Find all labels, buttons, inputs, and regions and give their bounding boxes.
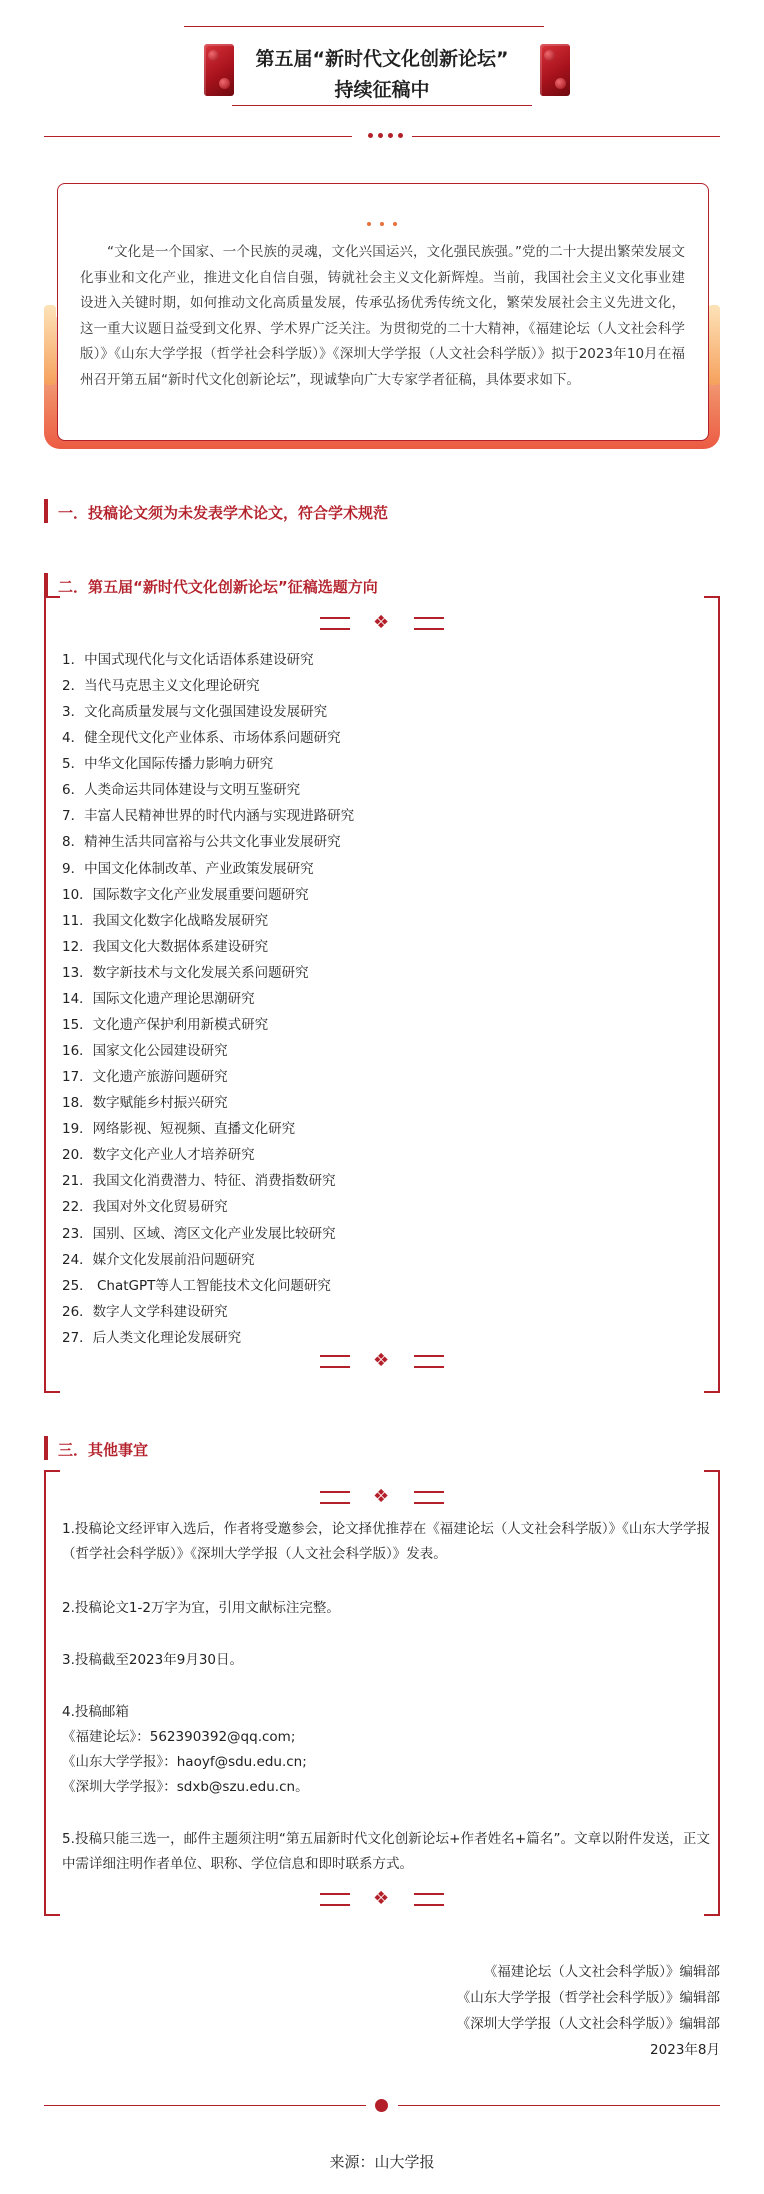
topic-item: 9．中国文化体制改革、产业政策发展研究 (62, 861, 314, 877)
intro-side-accent-right (708, 305, 720, 385)
ornament-icon: ❖ (373, 1486, 390, 1507)
topic-item: 17．文化遗产旅游问题研究 (62, 1069, 228, 1085)
section1-title: 一．投稿论文须为未发表学术论文，符合学术规范 (58, 504, 389, 522)
signature-date: 2023年8月 (650, 2042, 720, 2058)
section1-bar (44, 499, 48, 523)
section3-bar (44, 1436, 48, 1460)
intro-dots (367, 222, 397, 226)
topic-item: 14．国际文化遗产理论思潮研究 (62, 991, 255, 1007)
topic-item: 15．文化遗产保护利用新模式研究 (62, 1017, 269, 1033)
topic-item: 27．后人类文化理论发展研究 (62, 1330, 242, 1346)
intro-text: “文化是一个国家、一个民族的灵魂，文化兴国运兴，文化强民族强。”党的二十大提出繁荣发展文化事业和文化产业，推进文化自信自强，铸就社会主义文化新辉煌。当前，我国社会主义文化事业建设进入关键时期，如何推动文化高质量发展，传承弘扬优秀传统文化，繁荣发展社会主义先进文化，这一重大议题日益受到文化界、学术界广泛关注。为贯彻党的二十大精神，《福建论坛（人文社会科学版）》《山东大学学报（哲学社会科学版）》《深圳大学学报（人文社会科学版）》拟于2023年10月在福州召开第五届“新时代文化创新论坛”，现诚挚向广大专家学者征稿，具体要求如下。 (80, 244, 685, 388)
ornament-top (44, 1488, 720, 1508)
section3-title: 三．其他事宜 (58, 1441, 149, 1459)
topic-item: 5．中华文化国际传播力影响力研究 (62, 756, 274, 772)
divider-line-left (44, 136, 352, 137)
topic-item: 18．数字赋能乡村振兴研究 (62, 1095, 228, 1111)
misc-item-5: 5.投稿只能三选一，邮件主题须注明“第五届新时代文化创新论坛+作者姓名+篇名”。文章以附件发送，正文中需详细注明作者单位、职称、学位信息和即时联系方式。 (62, 1831, 710, 1872)
topic-item: 2．当代马克思主义文化理论研究 (62, 678, 260, 694)
bracket-left (44, 1470, 60, 1916)
topic-item: 19．网络影视、短视频、直播文化研究 (62, 1121, 296, 1137)
section2-bar (44, 573, 48, 597)
topic-item: 21．我国文化消费潜力、特征、消费指数研究 (62, 1173, 336, 1189)
ornament-top (44, 614, 720, 634)
header-bottom-line (232, 105, 532, 106)
topic-item: 3．文化高质量发展与文化强国建设发展研究 (62, 704, 328, 720)
topic-item: 16．国家文化公园建设研究 (62, 1043, 228, 1059)
bracket-left (44, 596, 60, 1393)
topic-item: 6．人类命运共同体建设与文明互鉴研究 (62, 782, 301, 798)
email-shandong: 《山东大学学报》：haoyf@sdu.edu.cn; (62, 1754, 307, 1770)
misc-item-4-title: 4.投稿邮箱 (62, 1704, 129, 1720)
misc-item-3: 3.投稿截至2023年9月30日。 (62, 1652, 244, 1668)
topic-item: 12．我国文化大数据体系建设研究 (62, 939, 269, 955)
page-subtitle: 持续征稿中 (334, 79, 430, 101)
ornament-icon: ❖ (373, 1350, 390, 1371)
divider-line-right (412, 136, 720, 137)
topic-item: 24．媒介文化发展前沿问题研究 (62, 1252, 255, 1268)
topic-item: 22．我国对外文化贸易研究 (62, 1199, 228, 1215)
misc-item-1: 1.投稿论文经评审入选后，作者将受邀参会，论文择优推荐在《福建论坛（人文社会科学版）》《山东大学学报（哲学社会科学版）》《深圳大学学报（人文社会科学版）》发表。 (62, 1521, 710, 1562)
ornament-bottom (44, 1890, 720, 1910)
signature-line-2: 《山东大学学报（哲学社会科学版）》编辑部 (456, 1990, 720, 2006)
topic-item: 20．数字文化产业人才培养研究 (62, 1147, 255, 1163)
topic-item: 10．国际数字文化产业发展重要问题研究 (62, 887, 309, 903)
signature-line-3: 《深圳大学学报（人文社会科学版）》编辑部 (456, 2016, 720, 2032)
ornament-icon: ❖ (373, 1888, 390, 1909)
topic-item: 4．健全现代文化产业体系、市场体系问题研究 (62, 730, 341, 746)
email-shenzhen: 《深圳大学学报》：sdxb@szu.edu.cn。 (62, 1779, 309, 1795)
header-top-line (184, 26, 544, 27)
footer-line-right (398, 2105, 720, 2106)
topic-item: 13．数字新技术与文化发展关系问题研究 (62, 965, 309, 981)
ornament-icon: ❖ (373, 612, 390, 633)
topic-item: 11．我国文化数字化战略发展研究 (62, 913, 269, 929)
bracket-right (704, 596, 720, 1393)
topic-item: 23．国别、区域、湾区文化产业发展比较研究 (62, 1226, 336, 1242)
topic-item: 7．丰富人民精神世界的时代内涵与实现进路研究 (62, 808, 355, 824)
footer-dot (375, 2099, 388, 2112)
page-title: 第五届“新时代文化创新论坛” (255, 48, 509, 70)
signature-line-1: 《福建论坛（人文社会科学版）》编辑部 (483, 1964, 720, 1980)
intro-side-accent-left (44, 305, 56, 385)
misc-item-2: 2.投稿论文1-2万字为宜，引用文献标注完整。 (62, 1600, 340, 1616)
topic-item: 26．数字人文学科建设研究 (62, 1304, 228, 1320)
footer-line-left (44, 2105, 366, 2106)
email-fujian: 《福建论坛》：562390392@qq.com; (62, 1729, 296, 1745)
section2-title: 二．第五届“新时代文化创新论坛”征稿选题方向 (58, 578, 378, 596)
topic-item: 25． ChatGPT等人工智能技术文化问题研究 (62, 1278, 331, 1294)
topic-item: 1．中国式现代化与文化话语体系建设研究 (62, 652, 314, 668)
topic-item: 8．精神生活共同富裕与公共文化事业发展研究 (62, 834, 341, 850)
ornament-bottom (44, 1352, 720, 1372)
source-text: 来源：山大学报 (329, 2153, 435, 2171)
divider-dots (368, 133, 403, 138)
